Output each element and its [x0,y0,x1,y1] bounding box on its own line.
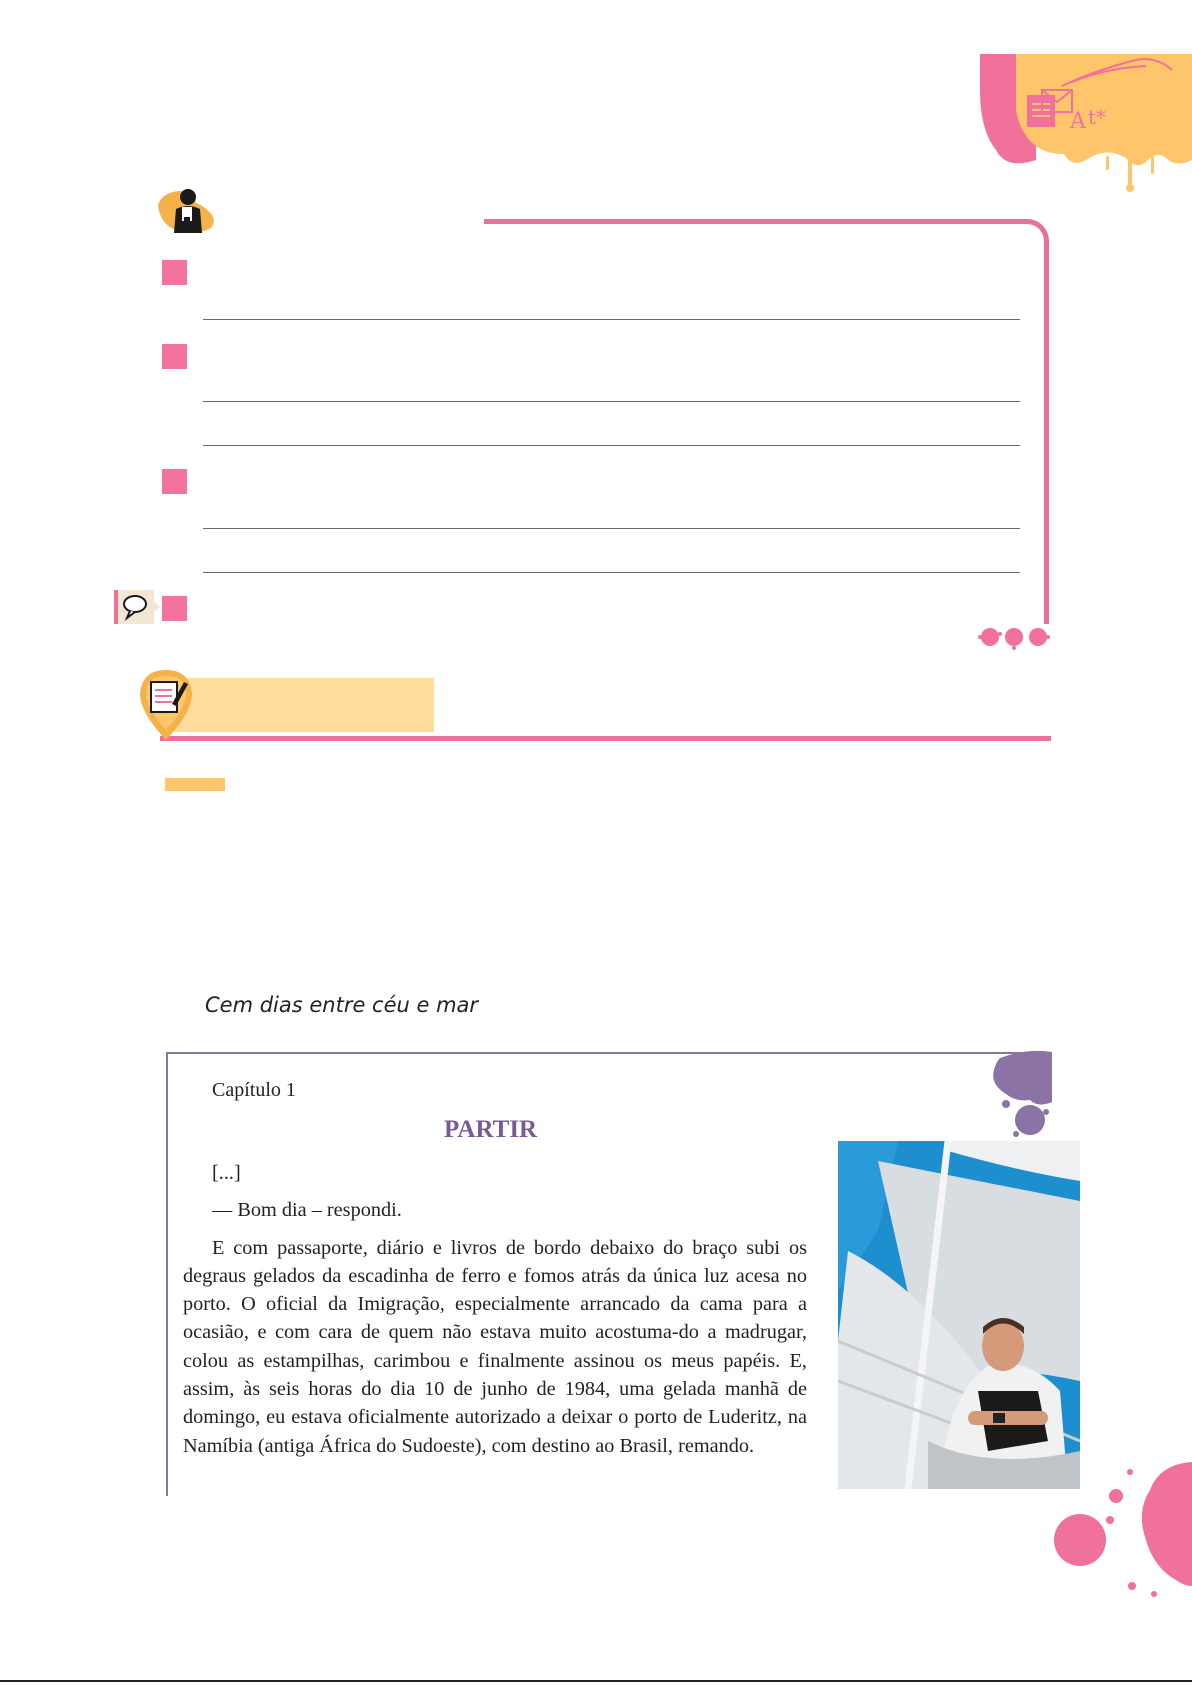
excerpt-paragraph: E com passaporte, diário e livros de bordo debaixo do braço subi os degraus gelados da escadinha de ferro e fomos atrás da única luz acesa no porto. O oficial da Imigração, especialmente arrancado da cama para a ocasião, e com cara de quem não estava muito acostuma-do a madrugar, colou as estampilhas, carimbou e finalmente assinou os meus papéis. E, assim, às seis horas do dia 10 de junho de 1984, uma gelada manhã de domingo, eu estava oficialmente autorizado a deixar o porto de Luderitz, na Namíbia (antiga África do Sudoeste), com destino ao Brasil, remando. [183,1236,807,1457]
excerpt-paragraph: — Bom dia – respondi. [212,1199,402,1222]
excerpt-title: PARTIR [444,1116,538,1143]
section-header-underline [160,736,1051,741]
question-marker-4 [162,596,187,621]
chapter-label: Capítulo 1 [212,1079,296,1101]
purple-ink-splash [986,1050,1052,1142]
man-on-sailboat-photo [838,1141,1080,1489]
answer-line [203,401,1020,402]
answer-line [203,319,1020,320]
subsection-marker [165,778,225,791]
book-title: Cem dias entre céu e mar [205,993,479,1017]
svg-text:t*: t* [1088,105,1107,129]
svg-text:A: A [1070,109,1086,134]
pink-ink-splash [1050,1460,1192,1600]
excerpt-paragraph: [...] [212,1162,241,1184]
activity-box-frame [484,219,1049,624]
answer-line [203,445,1020,446]
answer-line [203,572,1020,573]
notepad-pencil-icon [136,666,196,744]
answer-line [203,528,1020,529]
section-header-band [160,678,434,732]
writer-figure-icon [152,185,224,241]
question-marker-1 [162,260,187,285]
corner-art-decoration [976,50,1192,200]
question-marker-3 [162,469,187,494]
speech-bubble-icon [118,590,160,624]
excerpt-text [183,1159,807,1460]
question-marker-2 [162,344,187,369]
page-bottom-rule [0,1680,1192,1682]
ink-dots-icon [976,624,1050,650]
